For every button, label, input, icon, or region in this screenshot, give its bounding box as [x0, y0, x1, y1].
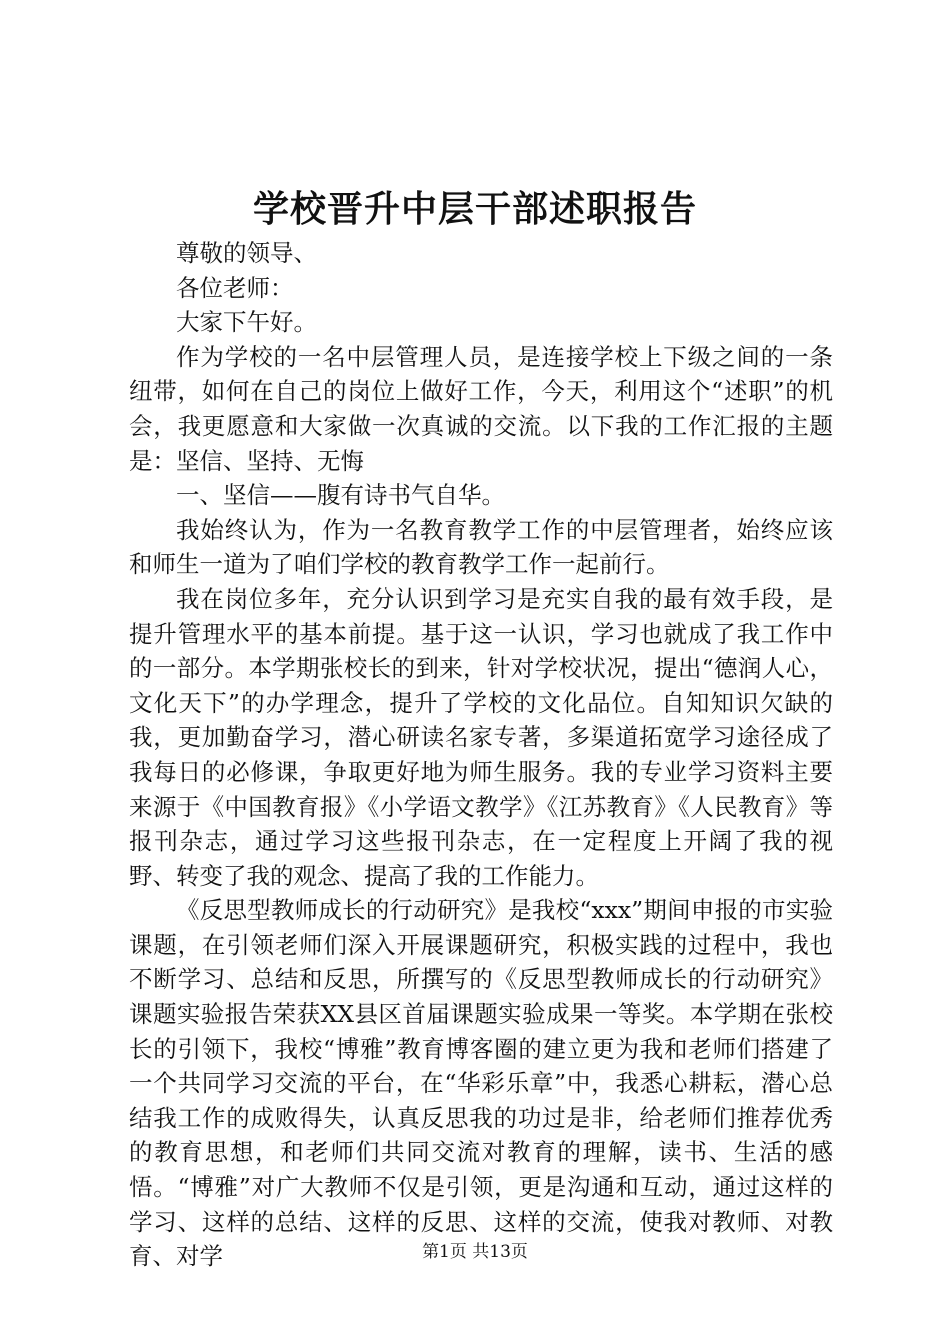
- paragraph-research: 《反思型教师成长的行动研究》是我校“xxx”期间申报的市实验课题，在引领老师们深入开展课题研究，积极实践的过程中，我也不断学习、总结和反思，所撰写的《反思型教师成长的行动研究》课题实验报告荣获XX县区首届课题实验成果一等奖。本学期在张校长的引领下，我校“博雅”教育博客圈的建立更为我和老师们搭建了一个共同学习交流的平台，在“华彩乐章”中，我悉心耕耘，潜心总结我工作的成败得失，认真反思我的功过是非，给老师们推荐优秀的教育思想，和老师们共同交流对教育的理解，读书、生活的感悟。“博雅”对广大教师不仅是引领，更是沟通和互动，通过这样的学习、这样的总结、这样的反思、这样的交流，使我对教师、对教育、对学: [129, 896, 833, 1271]
- paragraph-introduction: 作为学校的一名中层管理人员，是连接学校上下级之间的一条纽带，如何在自己的岗位上做好工作，今天，利用这个“述职”的机会，我更愿意和大家做一次真诚的交流。以下我的工作汇报的主题是：坚信、坚持、无悔: [129, 342, 833, 475]
- page-footer: 第1页 共13页: [422, 1242, 528, 1262]
- paragraph-salutation-leaders: 尊敬的领导、: [176, 239, 317, 267]
- section-heading-1: 一、坚信——腹有诗书气自华。: [176, 481, 505, 510]
- document-body: [129, 236, 833, 1274]
- paragraph-greeting: 大家下午好。: [176, 308, 317, 337]
- paragraph-belief: 我始终认为，作为一名教育教学工作的中层管理者，始终应该和师生一道为了咱们学校的教育教学工作一起前行。: [129, 515, 833, 579]
- paragraph-salutation-teachers: 各位老师：: [176, 273, 294, 302]
- document-title: 学校晋升中层干部述职报告: [252, 188, 697, 230]
- paragraph-learning: 我在岗位多年，充分认识到学习是充实自我的最有效手段，是提升管理水平的基本前提。基于这一认识，学习也就成了我工作中的一部分。本学期张校长的到来，针对学校状况，提出“德润人心，文化天下”的办学理念，提升了学校的文化品位。自知知识欠缺的我，更加勤奋学习，潜心研读名家专著，多渠道拓宽学习途径成了我每日的必修课，争取更好地为师生服务。我的专业学习资料主要来源于《中国教育报》《小学语文教学》《江苏教育》《人民教育》等报刊杂志，通过学习这些报刊杂志，在一定程度上开阔了我的视野、转变了我的观念、提高了我的工作能力。: [129, 584, 833, 890]
